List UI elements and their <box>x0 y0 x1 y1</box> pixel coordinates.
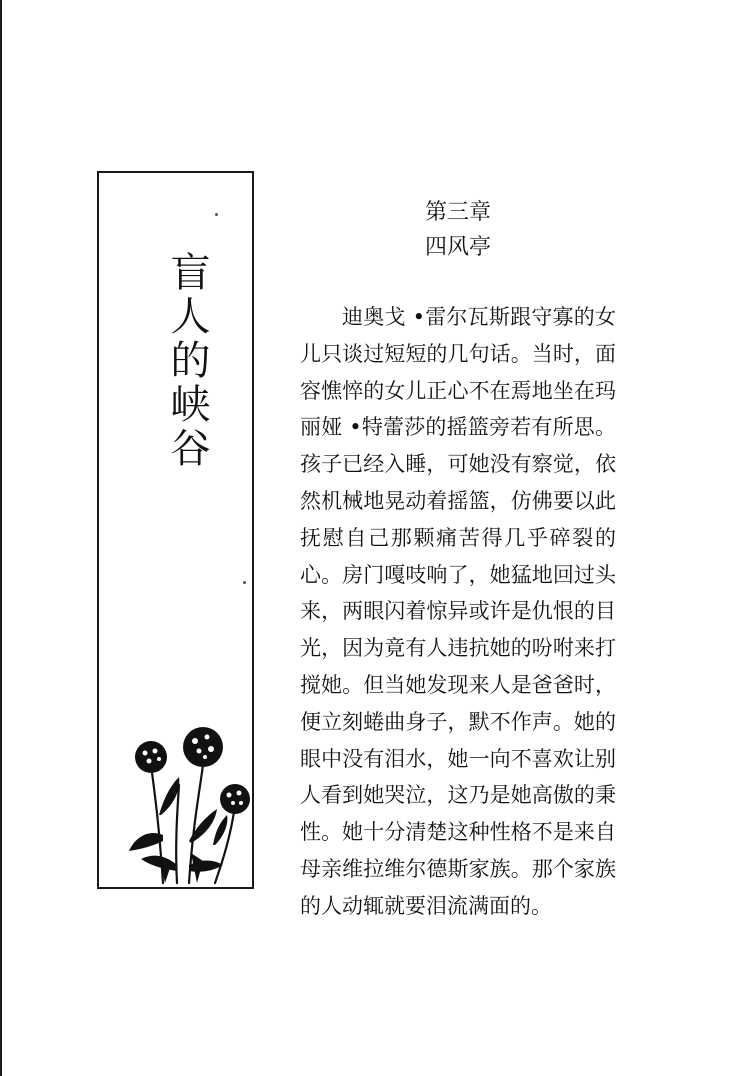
chapter-title: 四风亭 <box>424 235 491 260</box>
page-left-border <box>0 0 2 1076</box>
paper-speck <box>243 581 246 584</box>
chapter-number: 第三章 <box>424 200 491 225</box>
chapter-body-paragraph: 迪奥戈 •雷尔瓦斯跟守寡的女儿只谈过短短的几句话。当时，面容憔悴的女儿正心不在焉地坐在玛丽娅 •特蕾莎的摇篮旁若有所思。孩子已经入睡，可她没有察觉，依然机械地晃动着摇篮，仿佛要以此抚慰自己那颗痛苦得几乎碎裂的心。房门嘎吱响了，她猛地回过头来，两眼闪着惊异或许是仇恨的目光，因为竟有人违抗她的吩咐来打搅她。但当她发现来人是爸爸时，便立刻蜷曲身子，默不作声。她的眼中没有泪水，她一向不喜欢让别人看到她哭泣，这乃是她高傲的秉性。她十分清楚这种性格不是来自母亲维拉维尔德斯家族。那个家族的人动辄就要泪流满面的。 <box>300 305 616 918</box>
carnation-flowers-illustration <box>119 725 259 885</box>
book-title-panel <box>97 171 254 889</box>
paper-speck <box>215 213 218 216</box>
book-title: 盲人的峡谷 <box>164 251 210 471</box>
